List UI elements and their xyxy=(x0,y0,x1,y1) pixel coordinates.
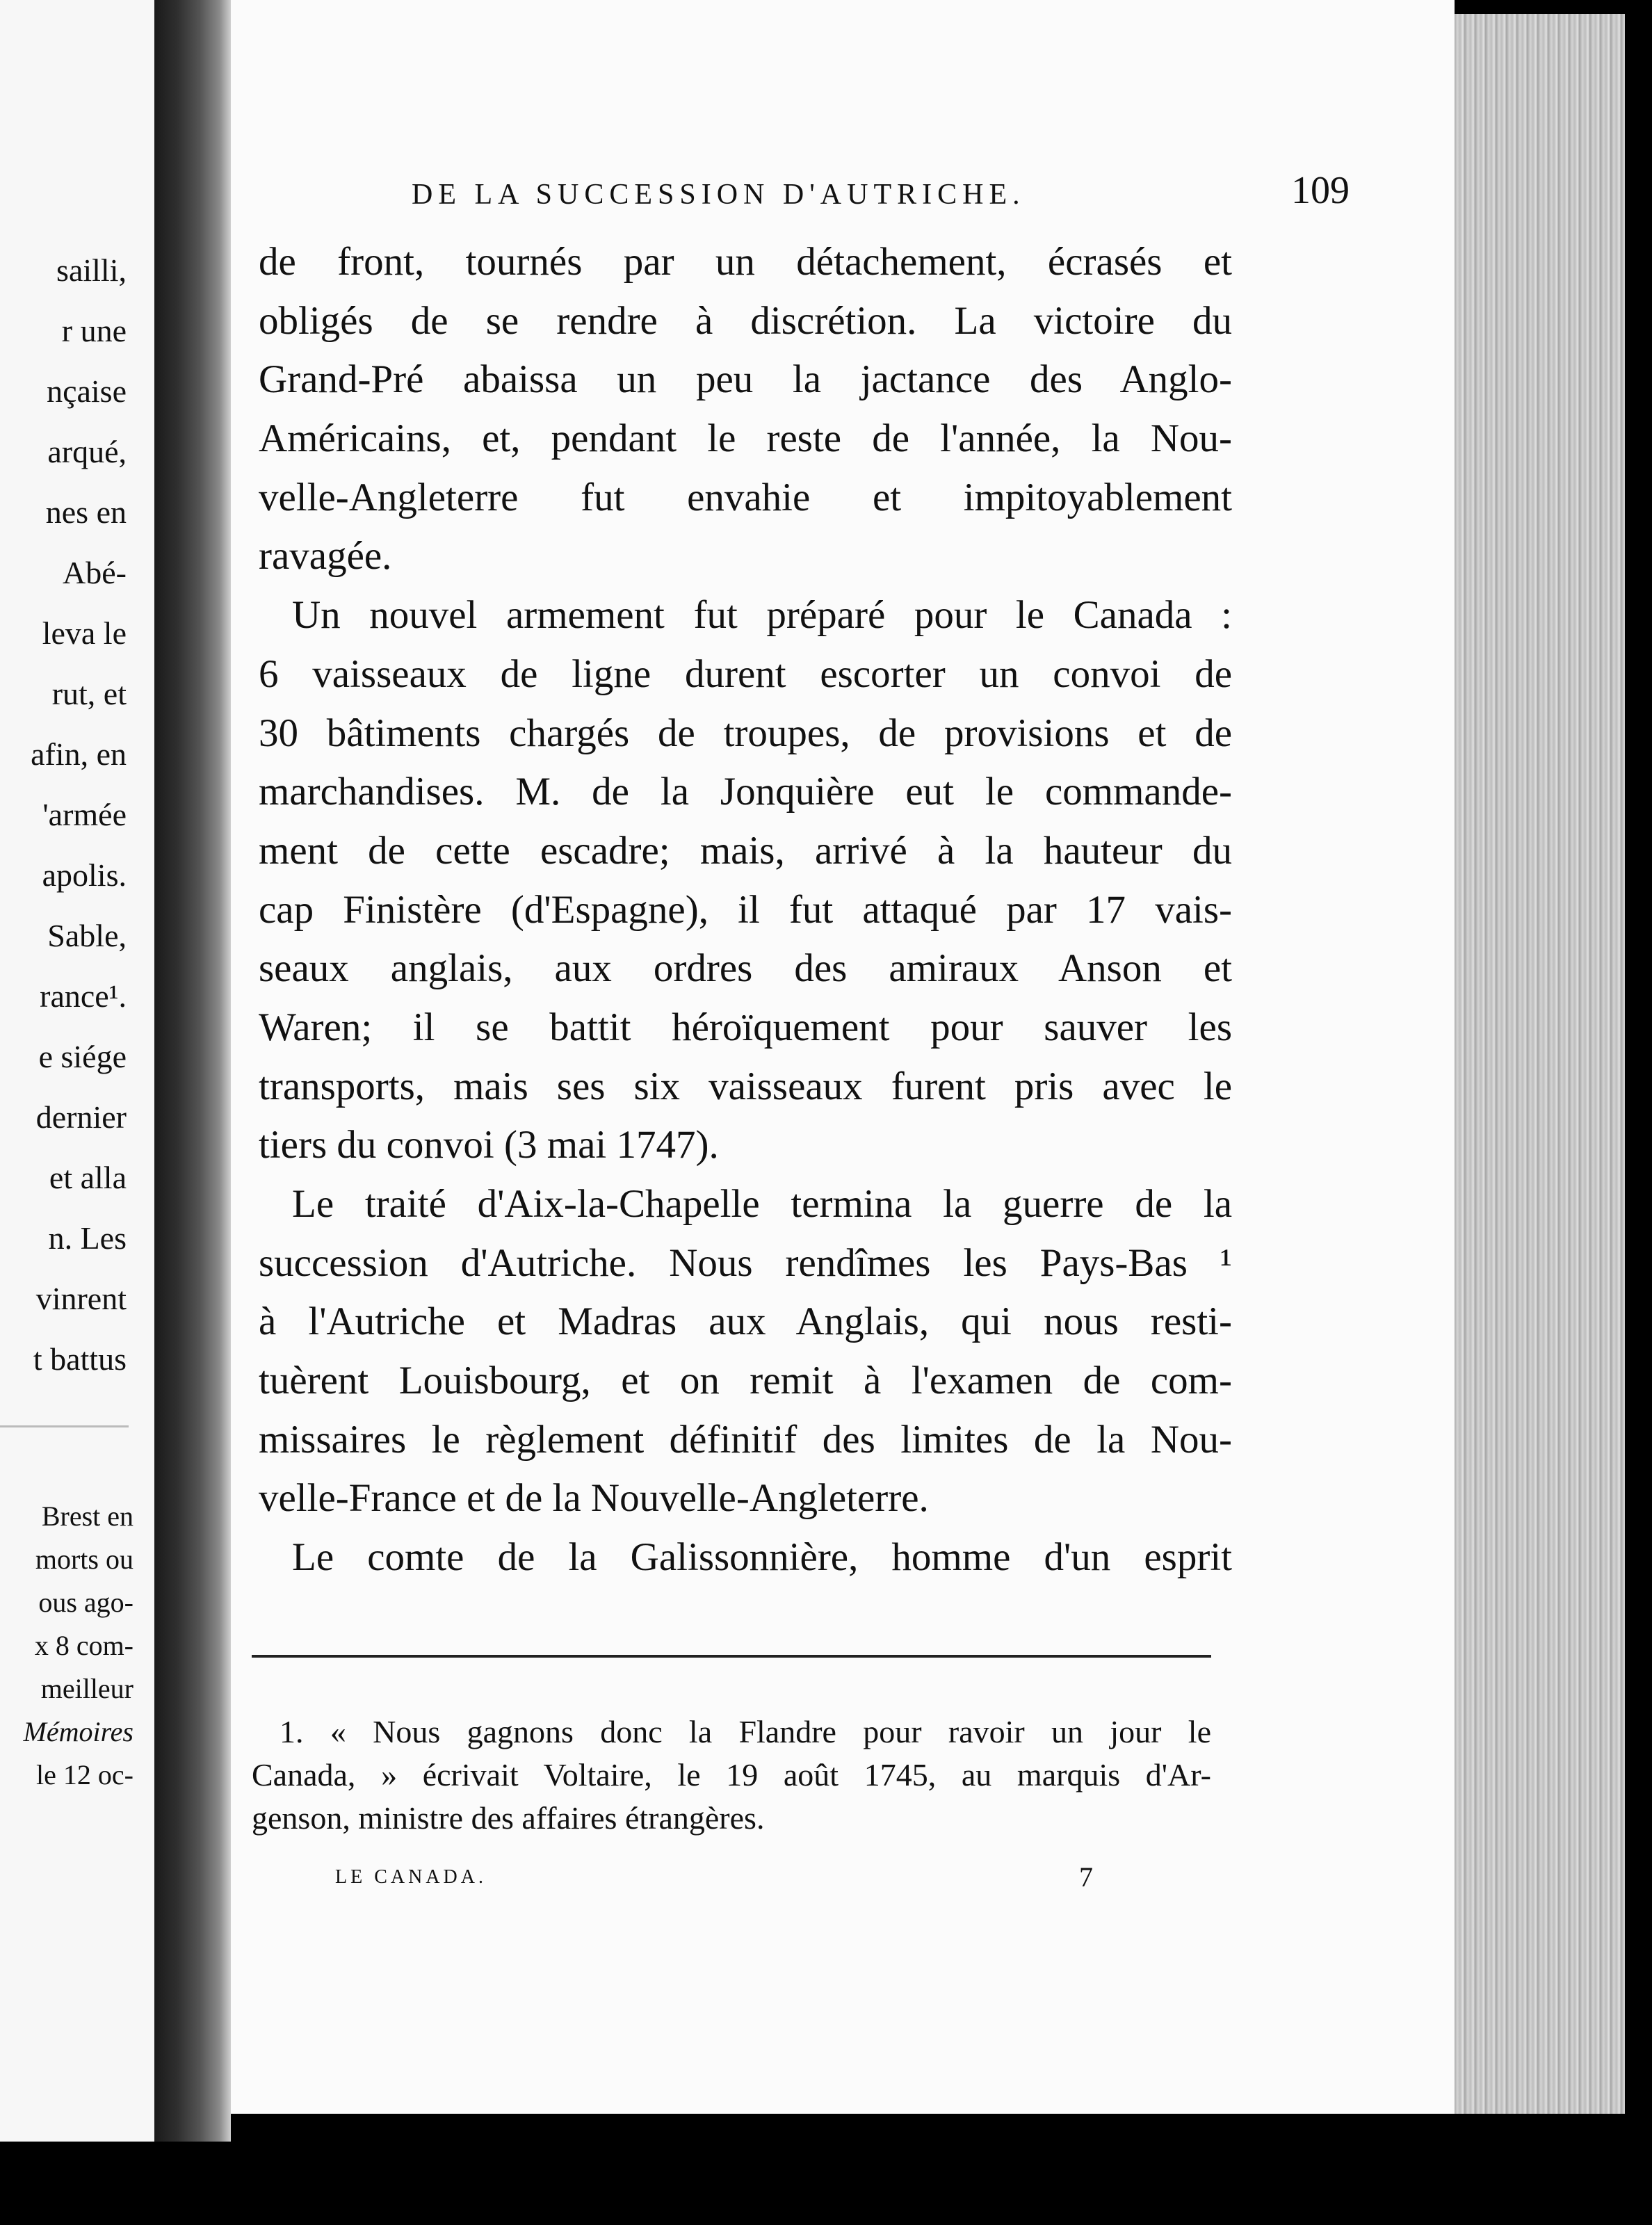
previous-page-note-line: ous ago- xyxy=(38,1587,133,1618)
previous-page-line: Sable, xyxy=(47,918,127,953)
previous-page-footnotes xyxy=(24,1495,133,1797)
text-line: Le traité d'Aix-la-Chapelle termina la guerre de la xyxy=(292,1182,1232,1226)
scan-background xyxy=(0,2142,1652,2225)
text-line: marchandises. M. de la Jonquière eut le commande- xyxy=(259,770,1232,814)
previous-page-note-line: morts ou xyxy=(35,1544,133,1575)
text-line: Un nouvel armement fut préparé pour le Canada : xyxy=(292,593,1232,638)
previous-page-line: sailli, xyxy=(56,252,127,288)
previous-page-footnote-rule xyxy=(0,1425,129,1427)
previous-page-line: vinrent xyxy=(35,1281,127,1316)
text-line: ment de cette escadre; mais, arrivé à la hauteur du xyxy=(259,828,1232,873)
text-line: Le comte de la Galissonnière, homme d'un esprit xyxy=(292,1535,1232,1580)
text-line: seaux anglais, aux ordres des amiraux Anson et xyxy=(259,946,1232,991)
text-line: cap Finistère (d'Espagne), il fut attaqué par 17 vais- xyxy=(259,887,1232,932)
text-line: ravagée. xyxy=(259,534,392,578)
previous-page-line: n. Les xyxy=(48,1220,127,1256)
previous-page-line: arqué, xyxy=(47,434,127,469)
previous-page-line: t battus xyxy=(33,1341,127,1377)
text-line: Waren; il se battit héroïquement pour sauver les xyxy=(259,1005,1232,1049)
previous-page-line: nçaise xyxy=(47,373,127,409)
running-head-title: DE LA SUCCESSION D'AUTRICHE. xyxy=(412,179,1026,211)
previous-page-note-line: meilleur xyxy=(40,1673,133,1704)
previous-page-fragment xyxy=(0,0,154,2142)
footnote-rule xyxy=(252,1655,1211,1658)
previous-page-line: rut, et xyxy=(51,676,127,711)
text-line: velle-Angleterre fut envahie et impitoyablement xyxy=(259,475,1232,519)
text-line: velle-France et de la Nouvelle-Angleterre. xyxy=(259,1476,929,1521)
book-gutter xyxy=(154,0,231,2142)
previous-page-line: afin, en xyxy=(31,736,127,772)
text-line: 6 vaisseaux de ligne durent escorter un convoi de xyxy=(259,652,1232,696)
footnote-line: Canada, » écrivait Voltaire, le 19 août 1745, au marquis d'Ar- xyxy=(252,1757,1211,1793)
text-line: Américains, et, pendant le reste de l'année, la Nou- xyxy=(259,416,1232,461)
previous-page-note-line: Brest en xyxy=(41,1500,133,1532)
text-line: missaires le règlement définitif des limites de la Nou- xyxy=(259,1417,1232,1462)
previous-page-line: apolis. xyxy=(42,857,127,893)
page-number: 109 xyxy=(1291,169,1350,212)
previous-page-line: 'armée xyxy=(42,797,127,832)
text-line: tuèrent Louisbourg, et on remit à l'examen de com- xyxy=(259,1359,1232,1403)
printer-signature: LE CANADA. xyxy=(335,1866,487,1888)
text-line: à l'Autriche et Madras aux Anglais, qui nous resti- xyxy=(259,1300,1232,1344)
footnote-line: genson, ministre des affaires étrangères. xyxy=(252,1800,765,1836)
text-line: 30 bâtiments chargés de troupes, de provisions et de xyxy=(259,711,1232,755)
text-line: succession d'Autriche. Nous rendîmes les Pays-Bas ¹ xyxy=(259,1240,1232,1285)
body-text xyxy=(259,233,1232,1587)
text-line: obligés de se rendre à discrétion. La victoire du xyxy=(259,298,1232,343)
previous-page-line: rance¹. xyxy=(40,978,127,1014)
footnote-line: 1. « Nous gagnons donc la Flandre pour ravoir un jour le xyxy=(280,1714,1211,1749)
text-line: tiers du convoi (3 mai 1747). xyxy=(259,1123,719,1167)
previous-page-note-line: x 8 com- xyxy=(34,1630,133,1661)
previous-page-line: Abé- xyxy=(63,555,127,590)
previous-page-line: leva le xyxy=(42,615,127,651)
previous-page-line: dernier xyxy=(35,1099,127,1135)
text-line: de front, tournés par un détachement, écrasés et xyxy=(259,240,1232,284)
previous-page-line: et alla xyxy=(49,1160,127,1195)
running-head xyxy=(412,170,1441,219)
text-line: transports, mais ses six vaisseaux furent pris avec le xyxy=(259,1064,1232,1108)
previous-page-note-line: Mémoires xyxy=(23,1716,133,1747)
book-page xyxy=(231,0,1455,2114)
footnote xyxy=(252,1710,1211,1840)
signature-number: 7 xyxy=(1079,1861,1093,1893)
previous-page-line: e siége xyxy=(38,1039,127,1074)
page-stack-edge xyxy=(1455,14,1625,2114)
previous-page-note-line: le 12 oc- xyxy=(36,1759,133,1790)
text-line: Grand-Pré abaissa un peu la jactance des Anglo- xyxy=(259,357,1232,402)
previous-page-line: r une xyxy=(61,313,127,348)
previous-page-text xyxy=(31,240,127,1389)
previous-page-line: nes en xyxy=(45,494,127,530)
